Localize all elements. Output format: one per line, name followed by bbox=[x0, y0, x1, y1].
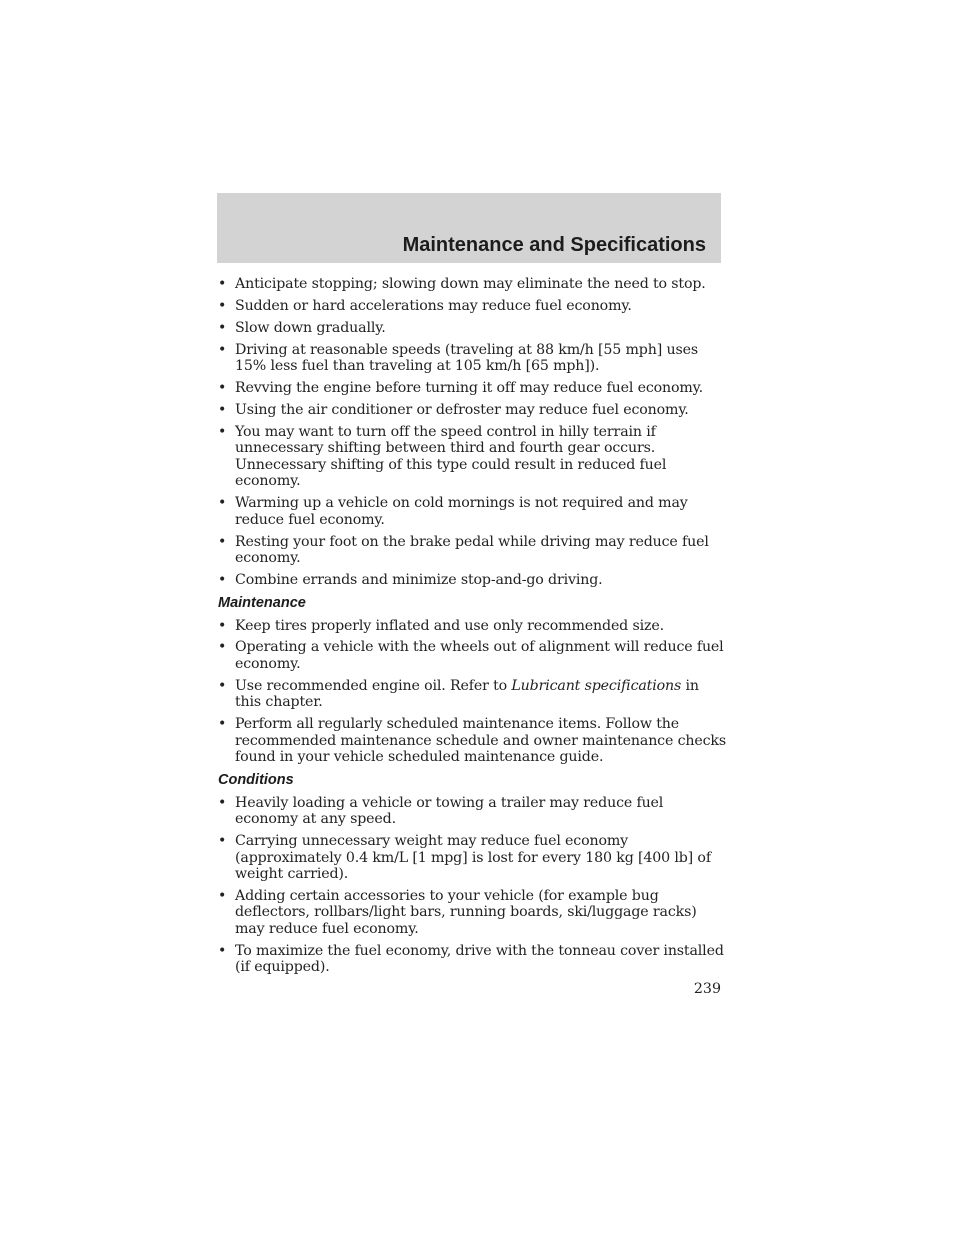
list-item: • Keep tires properly inflated and use only recommended size. bbox=[217, 618, 727, 635]
list-item-text: Use recommended engine oil. Refer to bbox=[235, 677, 512, 694]
list-item: • Perform all regularly scheduled maintenance items. Follow the recommended maintenance schedule and owner maintenance checks found in your vehicle scheduled maintenance guide. bbox=[217, 716, 727, 766]
conditions-heading: Conditions bbox=[218, 771, 294, 788]
list-item: • Sudden or hard accelerations may reduce fuel economy. bbox=[217, 298, 727, 315]
list-item: • Revving the engine before turning it off may reduce fuel economy. bbox=[217, 380, 727, 397]
page-body bbox=[217, 276, 727, 981]
list-item: • Heavily loading a vehicle or towing a trailer may reduce fuel economy at any speed. bbox=[217, 795, 727, 828]
list-item: • Driving at reasonable speeds (traveling at 88 km/h [55 mph] uses 15% less fuel than traveling at 105 km/h [65 mph]). bbox=[217, 342, 727, 375]
page-number: 239 bbox=[693, 981, 721, 997]
maintenance-heading: Maintenance bbox=[218, 594, 306, 611]
list-item: • Combine errands and minimize stop-and-go driving. bbox=[217, 572, 727, 589]
list-item: • To maximize the fuel economy, drive with the tonneau cover installed (if equipped). bbox=[217, 943, 727, 976]
list-item: • Carrying unnecessary weight may reduce fuel economy (approximately 0.4 km/L [1 mpg] is lost for every 180 kg [400 lb] of weight carried). bbox=[217, 833, 727, 883]
cross-reference-lubricant-specifications: Lubricant specifications bbox=[511, 677, 682, 694]
list-item: • You may want to turn off the speed control in hilly terrain if unnecessary shifting between third and fourth gear occurs. Unnecessary shifting of this type could result in reduced fuel economy. bbox=[217, 424, 727, 490]
list-item-text: in this chapter. bbox=[235, 677, 699, 711]
section-title: Maintenance and Specifications bbox=[402, 234, 706, 256]
driving-tips-list bbox=[217, 276, 727, 589]
list-item: • Slow down gradually. bbox=[217, 320, 727, 337]
list-item: • Operating a vehicle with the wheels out of alignment will reduce fuel economy. bbox=[217, 639, 727, 672]
list-item: • Warming up a vehicle on cold mornings is not required and may reduce fuel economy. bbox=[217, 495, 727, 528]
section-header-band bbox=[217, 193, 721, 263]
list-item: • Anticipate stopping; slowing down may eliminate the need to stop. bbox=[217, 276, 727, 293]
list-item: • Resting your foot on the brake pedal while driving may reduce fuel economy. bbox=[217, 534, 727, 567]
maintenance-list bbox=[217, 618, 727, 766]
list-item: • Adding certain accessories to your vehicle (for example bug deflectors, rollbars/light bars, running boards, ski/luggage racks) may reduce fuel economy. bbox=[217, 888, 727, 938]
conditions-list bbox=[217, 795, 727, 976]
list-item: • Using the air conditioner or defroster may reduce fuel economy. bbox=[217, 402, 727, 419]
list-item-oil-reference bbox=[217, 678, 727, 711]
